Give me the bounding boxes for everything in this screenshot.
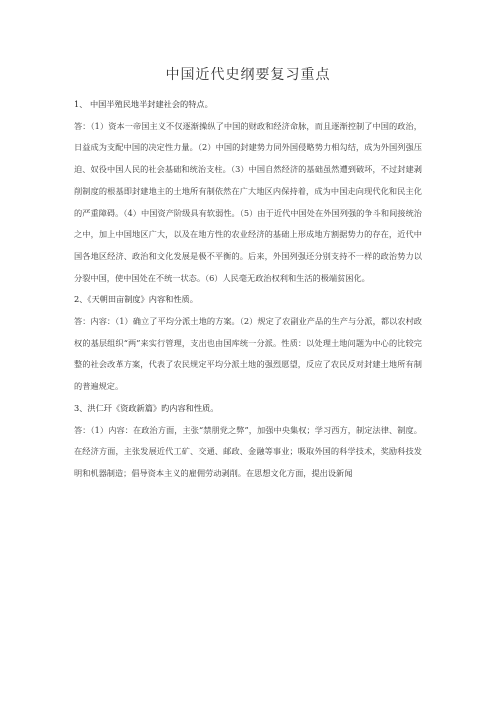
section-answer-1: 答：（1）资本一帝国主义不仅逐渐操纵了中国的财政和经济命脉，而且逐渐控制了中国的政治，日益成为支配中国的决定性力量。（2）中国的封建势力同外国侵略势力相勾结，成为外国列强压迫、奴役中国人民的社会基础和统治支柱。（3）中国自然经济的基础虽然遭到破坏，不过封建剥削制度的根基即封建地主的土地所有制依然在广大地区内保持着，成为中国走向现代化和民主化的严重障碍。（4）中国资产阶级具有软弱性。（5）由于近代中国处在外国列强的争斗和间接统治之中，加上中国地区广大，以及在地方性的农业经济的基础上形成地方割据势力的存在，近代中国各地区经济、政治和文化发展是极不平衡的。后来，外国列强还分别支持不一样的政治势力以分裂中国，使中国处在不统一状态。（6）人民毫无政治权利和生活的极端贫困化。 [74,120,422,283]
section-heading-3: 3、洪仁玕《资政新篇》旳内容和性质。 [74,402,219,413]
section-answer-3: 答：（1）内容：在政治方面，主张“禁朋党之弊”，加强中央集权；学习西方，制定法律、制度。在经济方面，主张发展近代工矿、交通、邮政、金融等事业；吸取外国的科学技术，奖励科技发明和机器制造；倡导资本主义的雇佣劳动剥削。在思想文化方面，提出设新闻 [74,424,422,478]
section-heading-1: 1、 中国半殖民地半封建社会的特点。 [74,99,213,109]
section-answer-2: 答：内容：（1）确立了平均分派土地的方案。（2）规定了农副业产品的生产与分派，都以农村政权的基层组织“两”来实行管理，支出也由国库统一分派。性质：以处理土地问题为中心的比较完整的社会改革方案，代表了农民规定平均分派土地的强烈愿望，反应了农民反对封建土地所有制的普遍规定。 [74,316,422,392]
section-heading-2: 2、《天朝田亩制度》内容和性质。 [74,294,198,305]
page-title: 中国近代史纲要复习重点 [165,67,331,83]
document-body [74,94,422,485]
